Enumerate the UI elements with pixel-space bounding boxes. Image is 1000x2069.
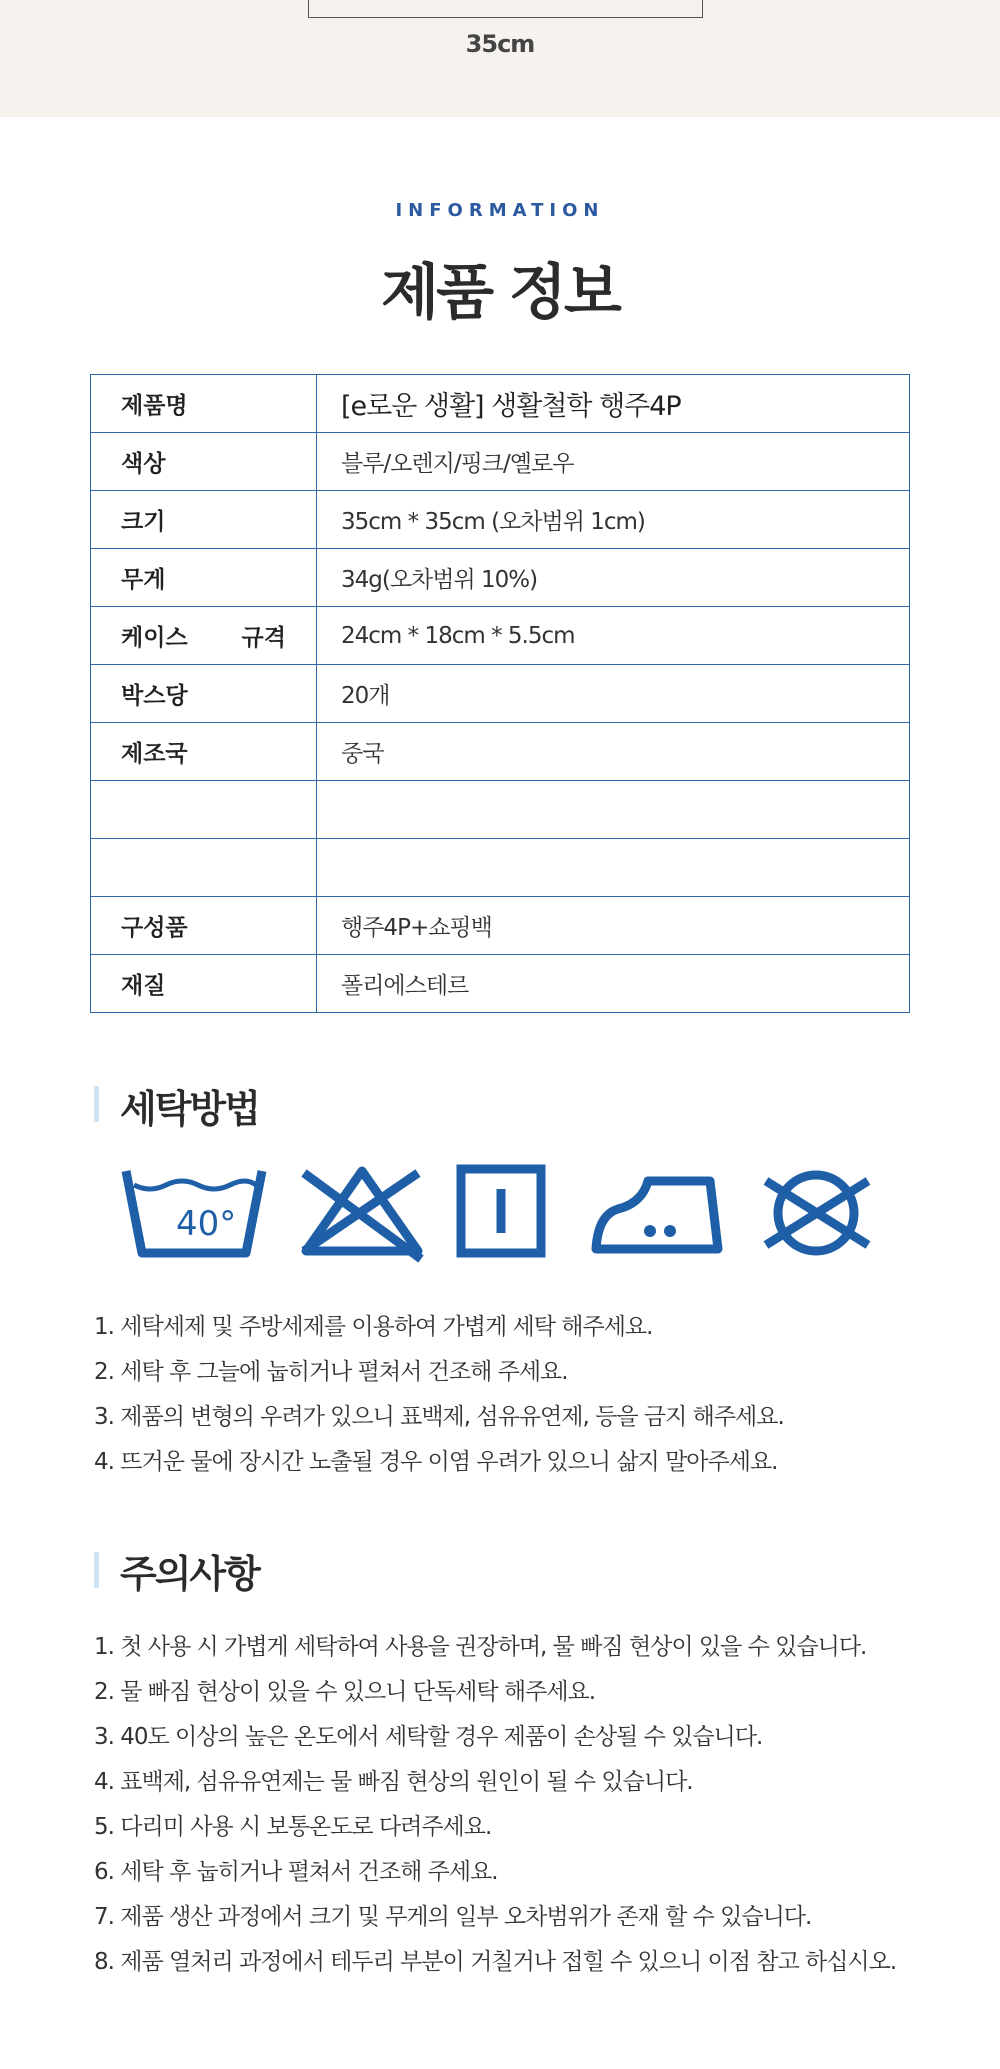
table-row <box>91 839 910 897</box>
table-row <box>91 723 910 781</box>
row-key: 박스당 <box>91 665 317 723</box>
table-row <box>91 955 910 1013</box>
list-item: 1. 첫 사용 시 가볍게 세탁하여 사용을 권장하며, 물 빠짐 현상이 있을 수 있습니다. <box>94 1634 867 1660</box>
wash-40-icon <box>120 1163 270 1263</box>
section-eyebrow: INFORMATION <box>395 200 605 221</box>
washing-list <box>94 1305 784 1485</box>
caution-title: 주의사항 <box>120 1552 259 1596</box>
list-item: 3. 제품의 변형의 우려가 있으니 표백제, 섬유유연제, 등을 금지 해주세요. <box>94 1404 784 1430</box>
list-item: 2. 물 빠짐 현상이 있을 수 있으니 단독세탁 해주세요. <box>94 1679 596 1705</box>
row-value: 폴리에스테르 <box>317 955 910 1013</box>
row-key <box>91 839 317 897</box>
row-key: 색상 <box>91 433 317 491</box>
row-key: 크기 <box>91 491 317 549</box>
table-row <box>91 897 910 955</box>
row-value: 블루/오렌지/핑크/옐로우 <box>317 433 910 491</box>
row-key: 케이스 규격 <box>91 607 317 665</box>
list-item: 3. 40도 이상의 높은 온도에서 세탁할 경우 제품이 손상될 수 있습니다. <box>94 1724 763 1750</box>
row-value: 34g(오차범위 10%) <box>317 549 910 607</box>
list-item: 2. 세탁 후 그늘에 눕히거나 펼쳐서 건조해 주세요. <box>94 1359 568 1385</box>
care-icons <box>120 1163 880 1273</box>
row-key: 무게 <box>91 549 317 607</box>
list-item: 8. 제품 열처리 과정에서 테두리 부분이 거칠거나 접힐 수 있으니 이점 참고 하십시오. <box>94 1949 897 1975</box>
list-item: 6. 세탁 후 눕히거나 펼쳐서 건조해 주세요. <box>94 1859 498 1885</box>
iron-medium-icon <box>590 1163 730 1263</box>
dimension-band <box>0 0 1000 117</box>
row-key: 재질 <box>91 955 317 1013</box>
dimension-label: 35cm <box>465 30 535 58</box>
row-value <box>317 781 910 839</box>
row-key: 제품명 <box>91 375 317 433</box>
list-item: 1. 세탁세제 및 주방세제를 이용하여 가볍게 세탁 해주세요. <box>94 1314 653 1340</box>
row-value: [e로운 생활] 생활철학 행주4P <box>317 375 910 433</box>
row-value: 중국 <box>317 723 910 781</box>
page-title: 제품 정보 <box>381 258 619 328</box>
line-dry-icon <box>455 1163 550 1263</box>
row-value <box>317 839 910 897</box>
table-row <box>91 781 910 839</box>
product-info-table <box>90 374 910 1013</box>
list-item: 7. 제품 생산 과정에서 크기 및 무게의 일부 오차범위가 존재 할 수 있습니다. <box>94 1904 812 1930</box>
row-key <box>91 781 317 839</box>
list-item: 4. 뜨거운 물에 장시간 노출될 경우 이염 우려가 있으니 삶지 말아주세요. <box>94 1449 778 1475</box>
row-value: 20개 <box>317 665 910 723</box>
table-row <box>91 665 910 723</box>
table-row <box>91 375 910 433</box>
row-key: 제조국 <box>91 723 317 781</box>
table-row <box>91 607 910 665</box>
no-tumble-dry-icon <box>760 1163 875 1263</box>
list-item: 4. 표백제, 섬유유연제는 물 빠짐 현상의 원인이 될 수 있습니다. <box>94 1769 693 1795</box>
table-row <box>91 491 910 549</box>
no-bleach-icon <box>300 1163 425 1263</box>
washing-title: 세탁방법 <box>120 1087 259 1131</box>
row-value: 24cm * 18cm * 5.5cm <box>317 607 910 665</box>
row-key: 구성품 <box>91 897 317 955</box>
row-value: 35cm * 35cm (오차범위 1cm) <box>317 491 910 549</box>
caution-list <box>94 1625 896 1985</box>
table-row <box>91 549 910 607</box>
dimension-line <box>308 0 703 18</box>
wash-temp-label: 40° <box>176 1204 237 1244</box>
row-value: 행주4P+쇼핑백 <box>317 897 910 955</box>
table-row <box>91 433 910 491</box>
list-item: 5. 다리미 사용 시 보통온도로 다려주세요. <box>94 1814 492 1840</box>
